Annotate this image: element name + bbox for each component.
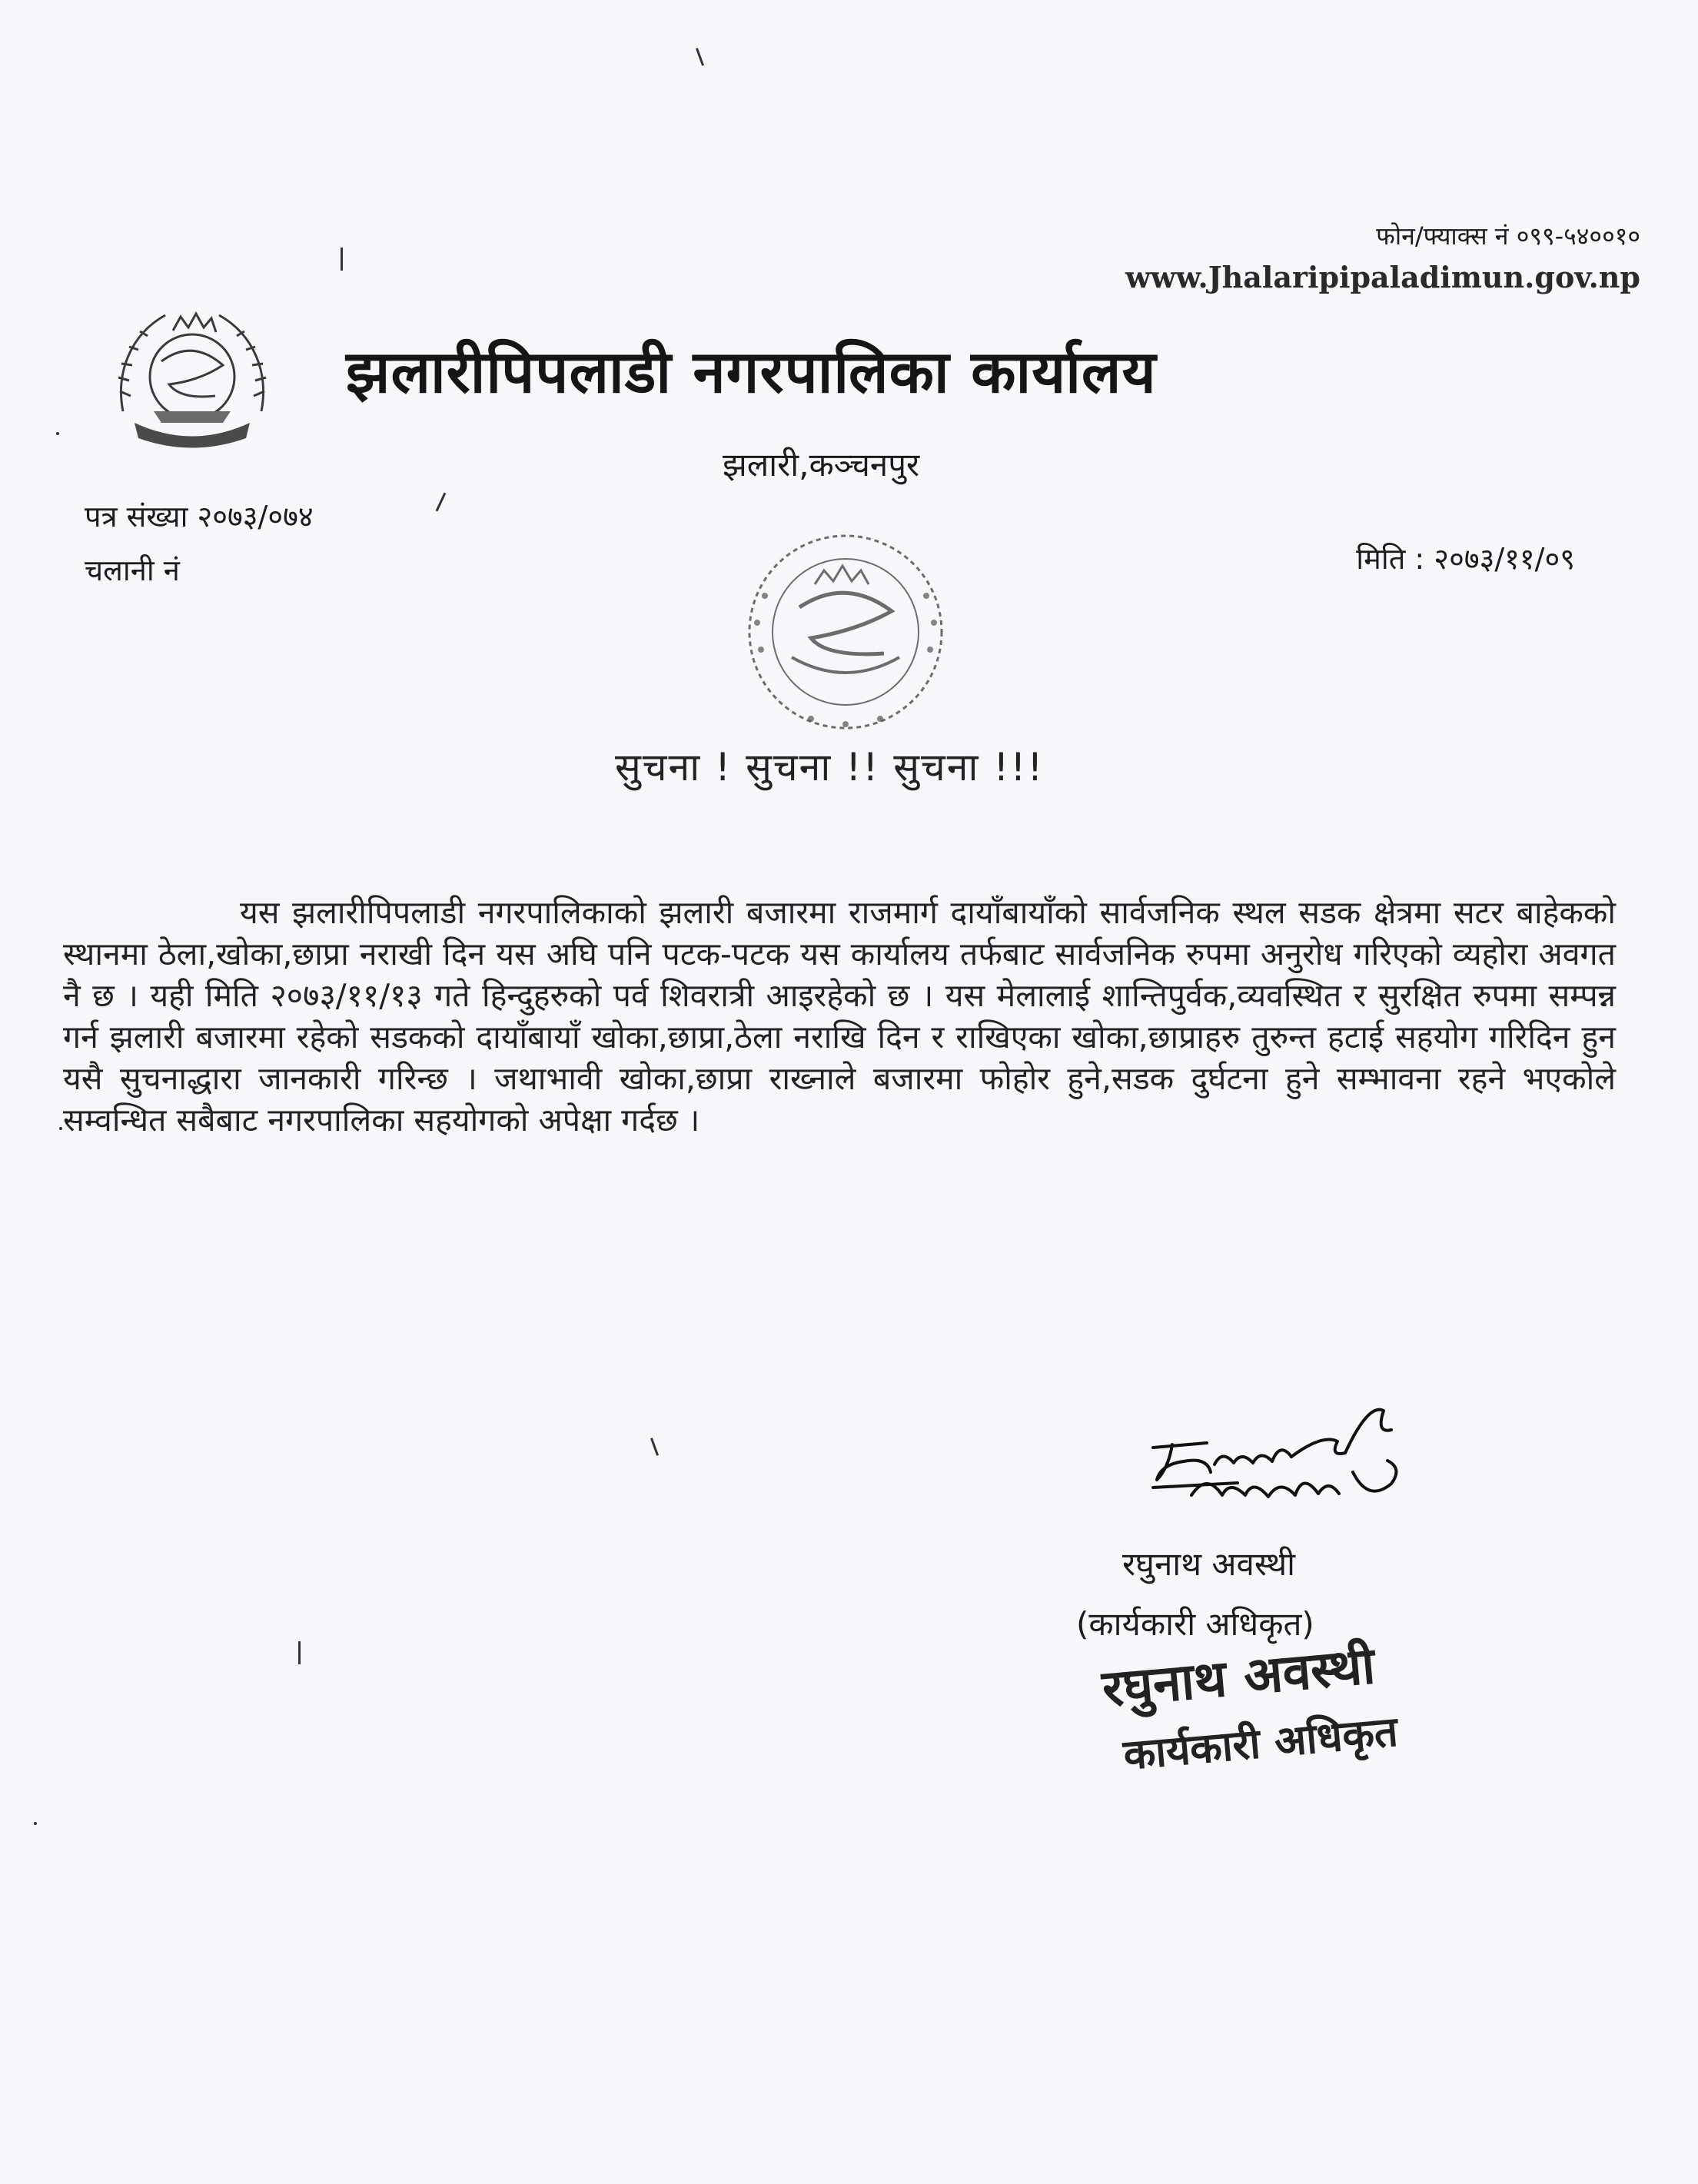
scan-artifact-dot	[56, 432, 59, 435]
office-seal-stamp-icon	[719, 523, 972, 742]
stamp-name: रघुनाथ अवस्थी	[1099, 1635, 1377, 1719]
letter-number: पत्र संख्या २०७३/०७४	[85, 500, 314, 534]
office-address: झलारी,कञ्चनपुर	[723, 446, 920, 484]
scan-artifact-dot	[34, 1822, 37, 1825]
scan-artifact-dot	[59, 1127, 62, 1130]
scan-artifact-mark	[341, 248, 343, 271]
notice-body: यस झलारीपिपलाडी नगरपालिकाको झलारी बजारमा राजमार्ग दायाँबायाँको सार्वजनिक स्थल सडक क्षेत्रमा सटर बाहेकको स्थानमा ठेला,खोका,छाप्रा नराखी दिन यस अघि पनि पटक-पटक यस कार्यालय तर्फबाट सार्वजनिक रुपमा अनुरोध गरिएको व्यहोरा अवगत नै छ । यही मिति २०७३/११/१३ गते हिन्दुहरुको पर्व शिवरात्री आइरहेको छ । यस मेलालाई शान्तिपुर्वक,व्यवस्थित र सुरक्षित रुपमा सम्पन्न गर्न झलारी बजारमा रहेको सडकको दायाँबायाँ खोका,छाप्रा,ठेला नराखि दिन र राखिएका खोका,छाप्राहरु तुरुन्त हटाई सहयोग गरिदिन हुन यसै सुचनाद्धारा जानकारी गरिन्छ । जथाभावी खोका,छाप्रा राख्नाले बजारमा फोहोर हुने,सडक दुर्घटना हुने सम्भावना रहने भएकोले सम्वन्धित सबैबाट नगरपालिका सहयोगको अपेक्षा गर्दछ ।	[63, 894, 1616, 1139]
office-title: झलारीपिपलाडी नगरपालिका कार्यालय	[346, 337, 1157, 406]
website-url: www.Jhalaripipaladimun.gov.np	[1125, 260, 1640, 294]
signatory-name: रघुनाथ अवस्थी	[1122, 1545, 1296, 1583]
dispatch-number: चलानी नं	[85, 553, 180, 587]
phone-fax: फोन/फ्याक्स नं ०९९-५४००१०	[1376, 221, 1640, 251]
notice-heading: सुचना ! सुचना !! सुचना !!!	[615, 745, 1045, 789]
scan-artifact-mark	[696, 48, 704, 66]
letter-date: मिति : २०७३/११/०९	[1356, 542, 1575, 576]
handwritten-signature	[1138, 1388, 1460, 1526]
nepal-government-emblem-icon	[108, 296, 277, 454]
signatory-rubber-stamp	[1099, 1627, 1400, 1783]
stamp-title: कार्यकारी अधिकृत	[1121, 1707, 1400, 1780]
scan-artifact-mark	[650, 1438, 659, 1456]
scan-artifact-mark	[436, 493, 447, 512]
signatory-title: (कार्यकारी अधिकृत)	[1076, 1605, 1314, 1643]
scan-artifact-mark	[298, 1641, 301, 1664]
